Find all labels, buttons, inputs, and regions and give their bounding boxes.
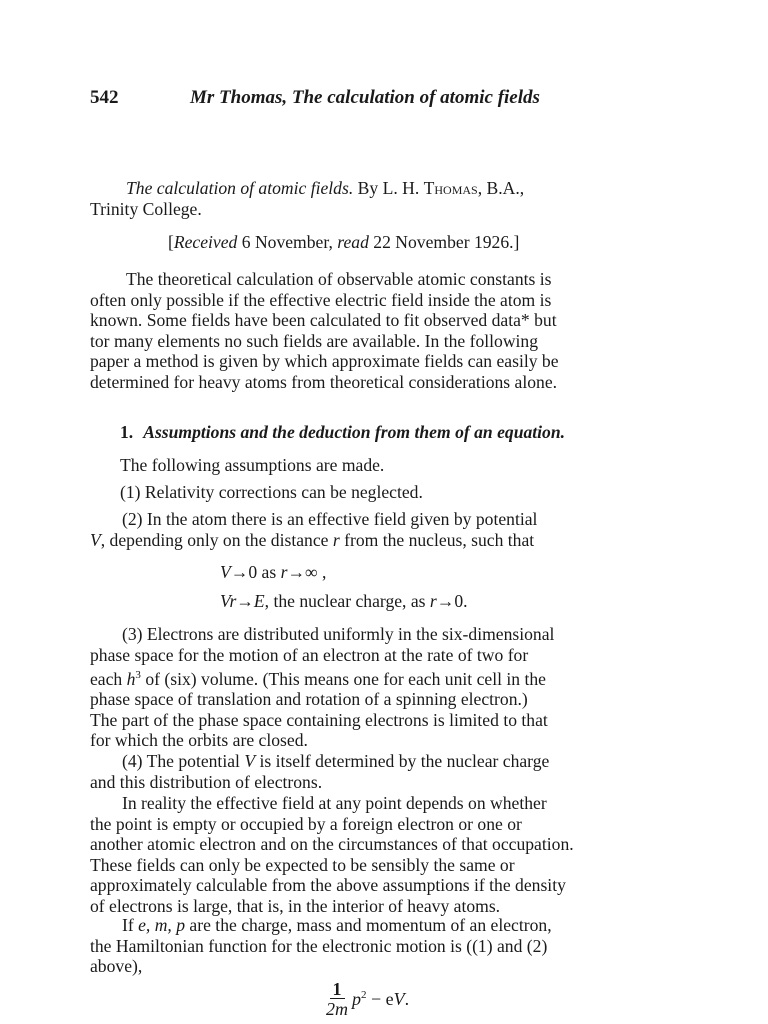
article-title: The calculation of atomic fields.	[126, 178, 354, 198]
article-title-line	[90, 178, 680, 199]
byline-by: By L. H.	[357, 178, 420, 198]
fraction: $\frac{1}{2m}$	[326, 979, 348, 1019]
read-date: 22 November 1926.]	[368, 232, 520, 252]
read-label: read	[337, 232, 369, 252]
section-number: 1.	[120, 422, 134, 442]
intro-line: often only possible if the effective electric field inside the atom is	[90, 289, 552, 310]
intro-line: tor many elements no such fields are available. In the following	[90, 330, 539, 351]
intro-paragraph	[90, 269, 675, 392]
section-heading	[120, 422, 565, 443]
equation-limit-infinity: V→0 as r→∞ ,	[220, 562, 327, 582]
received-label: Received	[173, 232, 238, 252]
intro-line: determined for heavy atoms from theoretical considerations alone.	[90, 371, 558, 392]
hamiltonian-paragraph: If e, m, p are the charge, mass and momentum of an electron, the Hamiltonian function for the electronic motion is ((1) and (2) above),	[90, 915, 552, 976]
received-date: 6 November,	[237, 232, 338, 252]
assumption-2: (2) In the atom there is an effective field given by potential V, depending only on the distance r from the nucleus, such that	[90, 509, 538, 550]
running-title: Mr Thomas, The calculation of atomic fields	[190, 87, 540, 108]
author-name: Thomas	[423, 178, 478, 198]
hamiltonian-equation: $\frac{1}{2m}$ $p^2$ − eV.	[326, 979, 410, 1019]
author-affiliation: Trinity College.	[90, 198, 202, 219]
assumption-3: (3) Electrons are distributed uniformly in the six-dimensional phase space for the motion of an electron at the rate of two for each $h^3$ of (six) volume. (This means one for each unit cell in the phase space of translation and rotation of a spinning electron.) The part of the phase space containing electrons is limited to that for which the orbits are closed.	[90, 624, 555, 751]
author-degree: , B.A.,	[477, 178, 525, 198]
article-title-block	[90, 178, 680, 219]
equation-limit-zero: Vr→E, the nuclear charge, as r→0.	[220, 591, 468, 611]
intro-line: The theoretical calculation of observable atomic constants is	[126, 269, 552, 289]
assumptions-intro: The following assumptions are made.	[120, 455, 385, 475]
intro-line: known. Some fields have been calculated to fit observed data* but	[90, 310, 557, 330]
intro-line: paper a method is given by which approximate fields can easily be	[90, 351, 559, 371]
received-line: [Received 6 November, read 22 November 1926.]	[168, 232, 520, 252]
assumption-4: (4) The potential V is itself determined by the nuclear charge and this distribution of electrons.	[90, 751, 550, 792]
assumption-1: (1) Relativity corrections can be neglected.	[120, 482, 423, 502]
page-number: 542	[90, 87, 119, 108]
section-title: Assumptions and the deduction from them of an equation.	[143, 422, 566, 442]
reality-paragraph: In reality the effective field at any point depends on whether the point is empty or occupied by a foreign electron or one or another atomic electron and on the circumstances of that occupation. These fields can only be expected to be sensibly the same or approximately calculable from the above assumptions if the density of electrons is large, that is, in the interior of heavy atoms.	[90, 793, 574, 916]
